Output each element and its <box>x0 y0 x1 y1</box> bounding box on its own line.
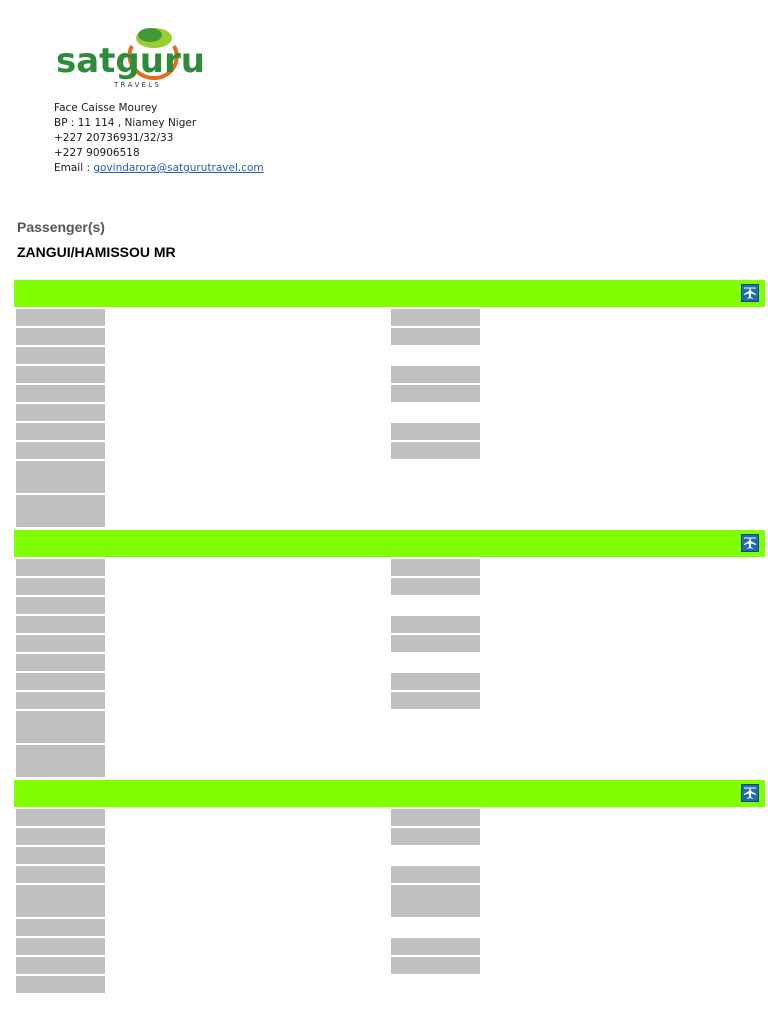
field-label <box>16 885 105 917</box>
field-label <box>16 938 105 955</box>
flight-segment-3 <box>14 780 765 1000</box>
field-label <box>391 559 480 576</box>
field-label <box>16 957 105 974</box>
field-label <box>16 919 105 936</box>
field-label <box>391 957 480 974</box>
field-label <box>16 847 105 864</box>
agency-email-line <box>54 161 264 176</box>
field-label <box>16 328 105 345</box>
field-label <box>16 745 105 777</box>
field-label <box>391 866 480 883</box>
email-label: Email : <box>54 162 94 174</box>
field-label <box>16 366 105 383</box>
logo-sub-text: T R A V E L S <box>114 81 159 89</box>
field-label <box>16 828 105 845</box>
field-label <box>391 328 480 345</box>
email-link[interactable]: govindarora@satgurutravel.com <box>93 162 264 174</box>
field-label <box>16 442 105 459</box>
passengers-heading: Passenger(s) <box>17 219 105 235</box>
field-label <box>16 866 105 883</box>
field-label <box>391 309 480 326</box>
field-label <box>16 692 105 709</box>
flight-segment-1 <box>14 280 765 530</box>
field-label <box>16 385 105 402</box>
airplane-icon[interactable] <box>741 534 759 552</box>
field-label <box>391 578 480 595</box>
airplane-icon[interactable] <box>741 784 759 802</box>
field-label <box>16 559 105 576</box>
field-label <box>16 976 105 993</box>
field-label <box>16 495 105 527</box>
agency-details <box>54 101 264 176</box>
logo-brand-text: satguru <box>56 41 205 81</box>
field-label <box>391 673 480 690</box>
field-label <box>391 828 480 845</box>
field-label <box>16 578 105 595</box>
field-label <box>16 347 105 364</box>
field-label <box>16 597 105 614</box>
field-label <box>16 404 105 421</box>
agency-phone-2: +227 90906518 <box>54 147 140 159</box>
field-label <box>391 423 480 440</box>
field-label <box>391 442 480 459</box>
airplane-icon[interactable] <box>741 284 759 302</box>
field-label <box>16 711 105 743</box>
field-label <box>391 938 480 955</box>
field-label <box>16 461 105 493</box>
field-label <box>391 385 480 402</box>
field-label <box>16 673 105 690</box>
segment-header-bar <box>14 780 765 807</box>
flight-segment-2 <box>14 530 765 780</box>
field-label <box>391 635 480 652</box>
agency-address-line-2: BP : 11 114 , Niamey Niger <box>54 117 197 129</box>
field-label <box>391 366 480 383</box>
field-label <box>16 654 105 671</box>
field-label <box>16 309 105 326</box>
agency-phone-1: +227 20736931/32/33 <box>54 132 174 144</box>
field-label <box>391 692 480 709</box>
field-label <box>391 809 480 826</box>
satguru-logo <box>54 18 246 90</box>
field-label <box>16 635 105 652</box>
segment-header-bar <box>14 530 765 557</box>
agency-address-line-1: Face Caisse Mourey <box>54 102 158 114</box>
segment-header-bar <box>14 280 765 307</box>
field-label <box>16 616 105 633</box>
field-label <box>16 423 105 440</box>
field-label <box>16 809 105 826</box>
field-label <box>391 885 480 917</box>
passenger-name: ZANGUI/HAMISSOU MR <box>17 244 176 260</box>
field-label <box>391 616 480 633</box>
